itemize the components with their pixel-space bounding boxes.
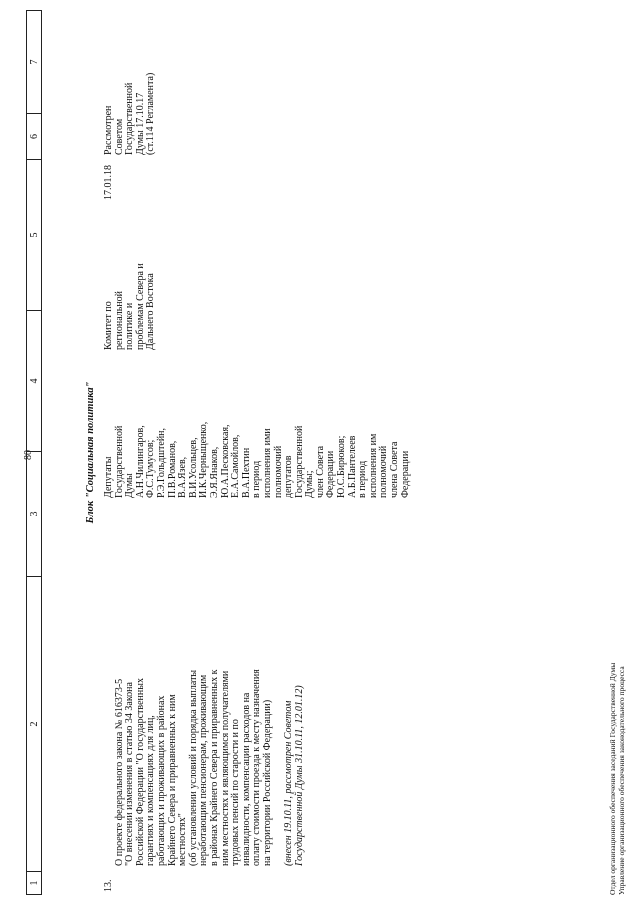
column-number-6: 6 — [27, 114, 41, 160]
page-number: 80 — [23, 450, 34, 460]
column-number-3: 3 — [27, 452, 41, 577]
footer-department: Отдел организационного обеспечения заседаний Государственной Думы Управление организационного обеспечения законодательного процесса — [608, 662, 626, 895]
bill-description — [104, 591, 316, 866]
bill-text: О проекте федерального закона № 616373-5 "О внесении изменения в статью 34 Закона Российской Федерации "О государственных гарантиях и компенсациях для лиц, работающих и проживающих в районах Крайнего Севера и приравненных к ним местностях" (об установлении условий и порядка выплаты неработающим пенсионерам, проживающим в районах Крайнего Севера и приравненных к ним местностях и являющимся получателями трудовых пенсий по старости и по инвалидности, компенсации расходов на оплату стоимости проезда к месту назначения на территории Российской Федерации) — [113, 669, 273, 866]
bill-note: (внесен 19.10.11, рассмотрен Советом Государственной Думы 31.10.11, 12.01.12) — [283, 685, 305, 866]
bill-authors: Депутаты Государственной Думы А.Н.Чилингаров, Ф.С.Тумусов; Р.Э.Гольдштейн, П.В.Романов, В.А.Язев, В.И.Усольцев, И.К.Черныщенко, Э.Я.Янаков, Ю.А.Песковская, Е.А.Самойлов, В.А.Пехтин в период исполнения ими полномочий депутатов Государственной Думы; член Совета Федерации Ю.С.Бирюков; А.Б.Пантелеев в период исполнения им полномочий члена Совета Федерации — [103, 421, 411, 498]
status-text: Рассмотрен Советом Государственной Думы 17.10.17 (ст.114 Регламента) — [103, 72, 157, 155]
row-number: 13. — [103, 879, 114, 892]
column-number-7: 7 — [27, 11, 41, 114]
column-number-1: 1 — [28, 880, 40, 886]
column-number-5: 5 — [27, 160, 41, 311]
column-number-2: 2 — [27, 577, 41, 872]
responsible-committee: Комитет по региональной политике и проблемам Севера и Дальнего Востока — [103, 263, 157, 350]
block-title: Блок "Социальная политика" — [85, 381, 96, 524]
table-header-row — [26, 10, 42, 895]
column-number-4: 4 — [27, 311, 41, 452]
date-value: 17.01.18 — [103, 165, 114, 200]
